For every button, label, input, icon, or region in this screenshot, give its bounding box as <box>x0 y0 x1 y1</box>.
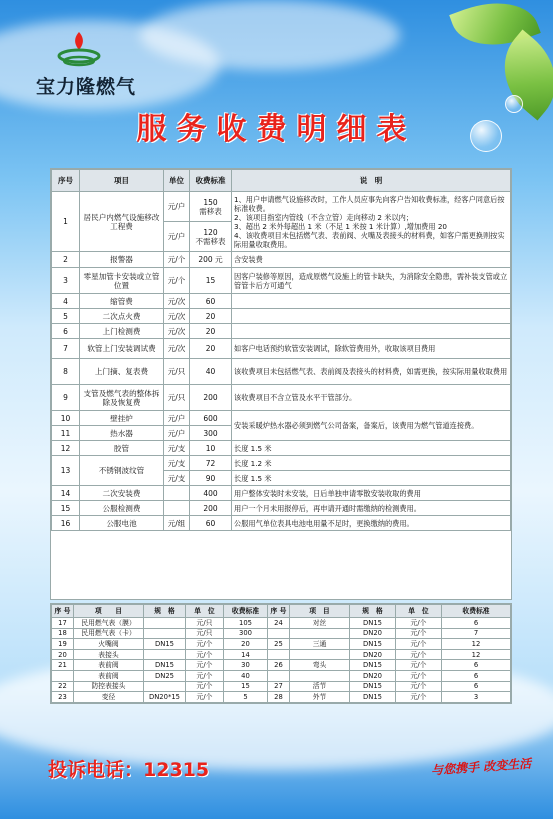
cell-price: 3 <box>442 692 511 703</box>
cell-item: 民用燃气表（膜） <box>74 618 144 629</box>
row-price: 20 <box>190 309 232 324</box>
row-no: 4 <box>52 294 80 309</box>
row-price: 150 需移表 <box>190 192 232 222</box>
row-note <box>232 309 511 324</box>
table-row <box>52 639 511 650</box>
cell-spec: DN15 <box>350 692 396 703</box>
col-header-no: 序号 <box>52 170 80 192</box>
row-unit: 元/个 <box>164 268 190 294</box>
row-no: 12 <box>52 441 80 456</box>
row-note: 该收费项目未包括燃气表、表前阀及表接头的材料费，如需更换，按实际用量收取费用 <box>232 359 511 385</box>
cell-spec: DN15 <box>144 660 186 671</box>
cell-price: 6 <box>442 681 511 692</box>
parts-table <box>51 604 511 703</box>
row-item: 热水器 <box>80 426 164 441</box>
row-note: 安装采暖炉热水器必须到燃气公司备案，备案后，该费用为燃气管道连接费。 <box>232 411 511 441</box>
cell-no: 21 <box>52 660 74 671</box>
row-item: 公服电池 <box>80 516 164 531</box>
cell-spec: DN15 <box>350 618 396 629</box>
cell-spec <box>144 681 186 692</box>
row-item: 壁挂炉 <box>80 411 164 426</box>
cell-unit: 元/个 <box>186 639 224 650</box>
cell-item: 火嘴阀 <box>74 639 144 650</box>
cell-no: 20 <box>52 649 74 660</box>
complaint-hotline: 投诉电话：12315 <box>48 759 210 781</box>
row-no: 6 <box>52 324 80 339</box>
row-unit: 元/次 <box>164 324 190 339</box>
cell-unit: 元/个 <box>396 660 442 671</box>
row-price: 120 不需移表 <box>190 222 232 252</box>
row-item: 零星加管卡安装或立管位置 <box>80 268 164 294</box>
row-price: 10 <box>190 441 232 456</box>
fee-table <box>50 168 512 600</box>
cell-price: 20 <box>224 639 268 650</box>
cell-no <box>52 670 74 681</box>
row-price: 60 <box>190 294 232 309</box>
cell-price: 12 <box>442 639 511 650</box>
row-note: 因客户装修等原因，造成原燃气设施上的管卡缺失，为消除安全隐患，需补装支管或立管管卡后方可通气 <box>232 268 511 294</box>
table-row <box>52 681 511 692</box>
row-note: 1、用户申请燃气设施移改时，工作人员应事先向客户告知收费标准，经客户同意后按标准收费。 2、该项目指室内管线（不含立管）走向移动 2 米以内； 3、超出 2 米外每超出 1 米（不足 1 米按 1 米计算）,增加费用 20 4、该收费项目未包括燃气表、表前阀、火嘴及表接头的材料费，如客户需更换则按实际用量收取费用。 <box>232 192 511 252</box>
cell-spec: DN15 <box>350 660 396 671</box>
cell-unit: 元/个 <box>186 670 224 681</box>
col-header-unit: 单 位 <box>186 605 224 618</box>
cell-unit: 元/个 <box>396 628 442 639</box>
row-no: 5 <box>52 309 80 324</box>
cell-spec <box>144 649 186 660</box>
row-item: 公服检测费 <box>80 501 164 516</box>
row-unit: 元/次 <box>164 294 190 309</box>
cell-unit: 元/个 <box>396 639 442 650</box>
row-item: 上门检测费 <box>80 324 164 339</box>
parts-price-table <box>50 603 512 704</box>
row-no: 9 <box>52 385 80 411</box>
row-item: 支管及燃气表的整体拆除及恢复费 <box>80 385 164 411</box>
row-price: 72 <box>190 456 232 471</box>
row-price: 40 <box>190 359 232 385</box>
table-row <box>52 628 511 639</box>
row-note: 长度 1.5 米 <box>232 441 511 456</box>
cell-no: 23 <box>52 692 74 703</box>
cell-no <box>268 649 290 660</box>
row-unit: 元/支 <box>164 441 190 456</box>
row-unit: 元/支 <box>164 471 190 486</box>
col-header-no: 序 号 <box>52 605 74 618</box>
col-header-item: 项 目 <box>74 605 144 618</box>
cloud-decoration <box>140 0 400 70</box>
table-row <box>52 649 511 660</box>
row-unit: 元/次 <box>164 309 190 324</box>
col-header-spec: 规 格 <box>350 605 396 618</box>
cell-unit: 元/个 <box>396 649 442 660</box>
cell-spec: DN15 <box>350 639 396 650</box>
row-unit: 元/组 <box>164 516 190 531</box>
row-unit: 元/只 <box>164 359 190 385</box>
row-price: 15 <box>190 268 232 294</box>
cell-price: 30 <box>224 660 268 671</box>
row-no: 15 <box>52 501 80 516</box>
cell-item: 防控表接头 <box>74 681 144 692</box>
col-header-unit: 单位 <box>164 170 190 192</box>
row-price: 200 <box>190 501 232 516</box>
cell-item: 对丝 <box>290 618 350 629</box>
col-header-item: 项目 <box>80 170 164 192</box>
cell-unit: 元/个 <box>396 681 442 692</box>
cell-spec: DN20 <box>350 628 396 639</box>
col-header-price: 收费标准 <box>442 605 511 618</box>
row-no: 11 <box>52 426 80 441</box>
table-row <box>52 618 511 629</box>
row-price: 20 <box>190 324 232 339</box>
row-no: 3 <box>52 268 80 294</box>
cell-price: 6 <box>442 660 511 671</box>
row-price: 200 <box>190 385 232 411</box>
row-no: 1 <box>52 192 80 252</box>
table-row <box>52 692 511 703</box>
cell-unit: 元/只 <box>186 618 224 629</box>
cell-item: 表前阀 <box>74 670 144 681</box>
cell-item: 表接头 <box>74 649 144 660</box>
brand-name: 宝力隆燃气 <box>36 76 137 98</box>
cell-no <box>268 670 290 681</box>
cell-price: 6 <box>442 618 511 629</box>
row-unit: 元/个 <box>164 252 190 268</box>
row-unit: 元/次 <box>164 339 190 359</box>
cell-no: 22 <box>52 681 74 692</box>
cell-price: 40 <box>224 670 268 681</box>
col-header-price: 收费标准 <box>190 170 232 192</box>
cell-item: 弯头 <box>290 660 350 671</box>
cell-item <box>290 670 350 681</box>
fee-table-main <box>51 169 511 531</box>
cell-no <box>268 628 290 639</box>
col-header-no: 序 号 <box>268 605 290 618</box>
row-item: 不锈钢波纹管 <box>80 456 164 486</box>
row-unit: 元/户 <box>164 411 190 426</box>
row-note: 含安装费 <box>232 252 511 268</box>
cell-unit: 元/个 <box>186 649 224 660</box>
col-header-item: 项 目 <box>290 605 350 618</box>
row-unit <box>164 501 190 516</box>
row-note <box>232 324 511 339</box>
cell-price: 7 <box>442 628 511 639</box>
cell-spec <box>144 618 186 629</box>
table-row <box>52 660 511 671</box>
row-unit: 元/户 <box>164 426 190 441</box>
row-no: 10 <box>52 411 80 426</box>
row-note <box>232 294 511 309</box>
col-header-unit: 单 位 <box>396 605 442 618</box>
row-note: 公服用气单位表具电池电用量不足时，更换缴纳的费用。 <box>232 516 511 531</box>
row-item: 二次点火费 <box>80 309 164 324</box>
cell-spec: DN15 <box>144 639 186 650</box>
cell-price: 14 <box>224 649 268 660</box>
row-price: 90 <box>190 471 232 486</box>
cell-item: 活节 <box>290 681 350 692</box>
row-unit: 元/只 <box>164 385 190 411</box>
col-header-spec: 规 格 <box>144 605 186 618</box>
row-price: 60 <box>190 516 232 531</box>
row-no: 16 <box>52 516 80 531</box>
cell-spec: DN20 <box>350 670 396 681</box>
row-unit <box>164 486 190 501</box>
row-note: 如客户电话预约软管安装调试，除软管费用外，收取该项目费用 <box>232 339 511 359</box>
row-no: 7 <box>52 339 80 359</box>
cell-no: 18 <box>52 628 74 639</box>
cell-price: 5 <box>224 692 268 703</box>
cell-price: 15 <box>224 681 268 692</box>
row-item: 胶管 <box>80 441 164 456</box>
cell-item <box>290 649 350 660</box>
cell-spec: DN20*15 <box>144 692 186 703</box>
cell-no: 25 <box>268 639 290 650</box>
row-no: 14 <box>52 486 80 501</box>
row-note: 该收费项目不含立管及水平干管部分。 <box>232 385 511 411</box>
col-header-price: 收费标准 <box>224 605 268 618</box>
cell-item: 变径 <box>74 692 144 703</box>
row-price: 300 <box>190 426 232 441</box>
cell-no: 26 <box>268 660 290 671</box>
row-note: 长度 1.2 米 <box>232 456 511 471</box>
cell-unit: 元/个 <box>396 692 442 703</box>
row-item: 二次安装费 <box>80 486 164 501</box>
cell-spec: DN25 <box>144 670 186 681</box>
col-header-note: 说 明 <box>232 170 511 192</box>
cell-price: 12 <box>442 649 511 660</box>
cell-unit: 元/个 <box>186 692 224 703</box>
row-item: 上门摘、复表费 <box>80 359 164 385</box>
row-price: 600 <box>190 411 232 426</box>
row-price: 200 元 <box>190 252 232 268</box>
cell-no: 19 <box>52 639 74 650</box>
cell-spec: DN15 <box>350 681 396 692</box>
cell-item: 三通 <box>290 639 350 650</box>
cell-no: 24 <box>268 618 290 629</box>
row-unit: 元/户 <box>164 192 190 222</box>
table-row <box>52 670 511 681</box>
cell-unit: 元/个 <box>396 670 442 681</box>
flame-logo-icon <box>56 30 102 68</box>
cell-no: 27 <box>268 681 290 692</box>
cell-item <box>290 628 350 639</box>
row-item: 报警器 <box>80 252 164 268</box>
cell-price: 300 <box>224 628 268 639</box>
cell-unit: 元/个 <box>396 618 442 629</box>
cell-spec <box>144 628 186 639</box>
cell-unit: 元/个 <box>186 681 224 692</box>
cell-item: 民用燃气表（卡） <box>74 628 144 639</box>
row-item: 缩管费 <box>80 294 164 309</box>
row-price: 400 <box>190 486 232 501</box>
row-note: 用户一个月未用报停后，再申请开通时需缴纳的检测费用。 <box>232 501 511 516</box>
row-note: 长度 1.5 米 <box>232 471 511 486</box>
row-unit: 元/户 <box>164 222 190 252</box>
cell-spec: DN20 <box>350 649 396 660</box>
cell-unit: 元/个 <box>186 660 224 671</box>
brand-logo <box>36 30 137 100</box>
slogan: 与您携手 改变生活 <box>430 756 532 778</box>
cell-price: 105 <box>224 618 268 629</box>
row-item: 软管上门安装调试费 <box>80 339 164 359</box>
cell-no: 28 <box>268 692 290 703</box>
row-unit: 元/支 <box>164 456 190 471</box>
row-no: 8 <box>52 359 80 385</box>
cell-unit: 元/只 <box>186 628 224 639</box>
cell-no: 17 <box>52 618 74 629</box>
parts-table-body <box>52 618 511 703</box>
row-price: 20 <box>190 339 232 359</box>
page-title: 服务收费明细表 <box>136 112 417 147</box>
cell-item: 外节 <box>290 692 350 703</box>
row-no: 13 <box>52 456 80 486</box>
row-no: 2 <box>52 252 80 268</box>
row-item: 居民户内燃气设施移改工程费 <box>80 192 164 252</box>
cell-price: 6 <box>442 670 511 681</box>
row-note: 用户整体安装时未安装，日后单独申请零散安装收取的费用 <box>232 486 511 501</box>
cell-item: 表前阀 <box>74 660 144 671</box>
